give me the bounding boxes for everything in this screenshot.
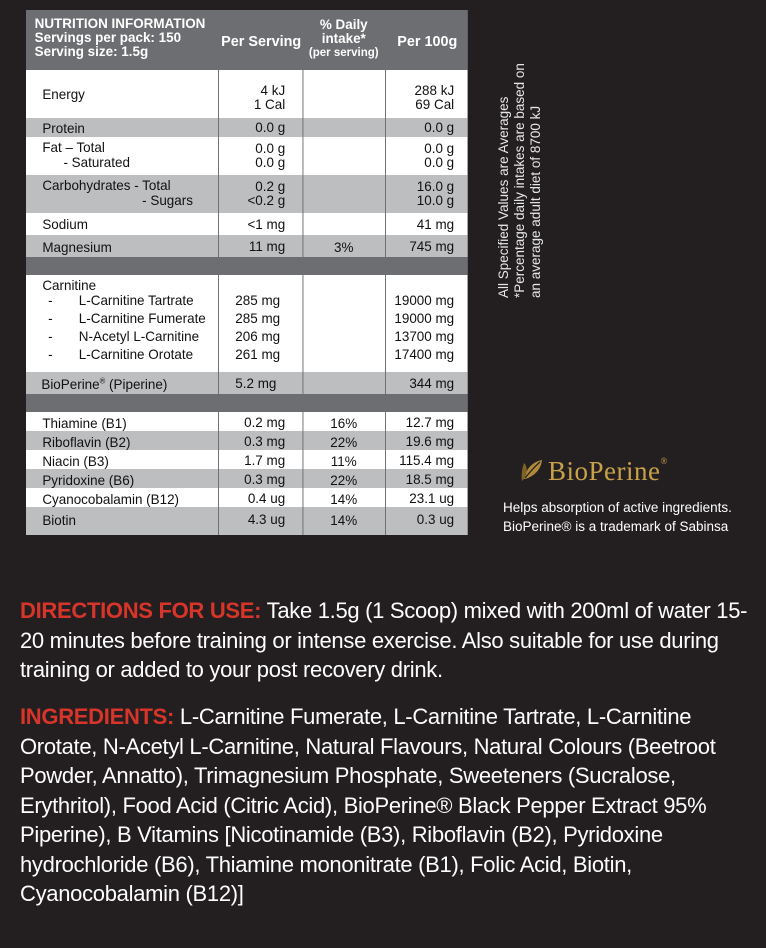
leaf-icon xyxy=(520,457,546,483)
vitamin-daily-intake: 22% xyxy=(330,472,358,488)
ingredients-section xyxy=(20,702,760,909)
row-niacin xyxy=(26,450,468,469)
carnitine-item-label: L-Carnitine Orotate xyxy=(78,346,194,362)
sodium-per-100g: 41 mg xyxy=(416,216,455,232)
carnitine-item-100g: 19000 mg xyxy=(394,310,455,326)
energy-kj-serving: 4 kJ xyxy=(260,82,286,98)
vitamin-per-100g: 23.1 ug xyxy=(409,490,455,506)
carnitine-item-label: N-Acetyl L-Carnitine xyxy=(78,328,200,344)
row-cyanocobalamin xyxy=(26,488,468,507)
vitamin-per-serving: 0.2 mg xyxy=(244,414,286,430)
carnitine-item-100g: 19000 mg xyxy=(394,292,455,308)
bioperine-description xyxy=(503,498,732,536)
row-biotin xyxy=(26,507,468,535)
carnitine-item-serving: 206 mg xyxy=(235,328,281,344)
ingredients-heading: INGREDIENTS: xyxy=(20,704,175,729)
carnitine-item-serving: 261 mg xyxy=(235,346,281,362)
magnesium-daily-intake: 3% xyxy=(334,239,354,255)
energy-per-100g xyxy=(389,83,454,111)
vitamin-daily-intake: 14% xyxy=(330,491,358,507)
sodium-label: Sodium xyxy=(42,216,88,232)
carbs-total-100g: 16.0 g xyxy=(416,178,455,194)
carnitine-title: Carnitine xyxy=(42,277,97,293)
vitamin-per-serving: 1.7 mg xyxy=(244,452,286,468)
averages-note-line3: an average adult diet of 8700 kJ xyxy=(528,105,543,298)
energy-per-serving xyxy=(220,83,285,111)
dash: - xyxy=(48,292,53,308)
energy-kj-100g: 288 kJ xyxy=(414,82,455,98)
bioperine-line1: Helps absorption of active ingredients. xyxy=(503,500,732,515)
row-bioperine xyxy=(26,372,468,394)
vitamin-label: Thiamine (B1) xyxy=(42,415,127,431)
column-divider xyxy=(385,70,386,535)
directions-heading: DIRECTIONS FOR USE: xyxy=(20,598,262,623)
bioperine-line2: BioPerine® is a trademark of Sabinsa xyxy=(503,519,729,534)
carbs-sugars-serving: <0.2 g xyxy=(247,192,286,208)
carnitine-item-1 xyxy=(42,291,205,309)
ingredients-text: L-Carnitine Fumerate, L-Carnitine Tartrate, L-Carnitine Orotate, N-Acetyl L-Carnitine, Natural Flavours, Natural Colours (Beetroot Powder, Annatto), Trimagnesium Phosphate, Sweeteners (Sucralose, Erythritol), Food Acid (Citric Acid), BioPerine® Black Pepper Extract 95% Piperine), B Vitamins [Nicotinamide (B3), Riboflavin (B2), Pyridoxine hydrochloride (B6), Thiamine mononitrate (B1), Folic Acid, Biotin, Cyanocobalamin (B12)] xyxy=(20,704,716,906)
servings-per-pack: Servings per pack: 150 xyxy=(34,29,182,45)
nutrition-table xyxy=(26,10,468,535)
carnitine-label xyxy=(42,279,205,363)
registered-mark: ® xyxy=(99,376,106,386)
table-header xyxy=(26,10,468,70)
averages-note-line1: All Specified Values are Averages xyxy=(496,96,511,298)
carnitine-item-serving: 285 mg xyxy=(235,292,281,308)
vitamin-per-100g: 0.3 ug xyxy=(416,511,455,527)
row-pyridoxine xyxy=(26,469,468,488)
row-protein xyxy=(26,118,468,137)
sodium-per-serving: <1 mg xyxy=(247,216,286,232)
fat-saturated-label: - Saturated xyxy=(63,154,130,170)
vitamin-per-100g: 19.6 mg xyxy=(405,433,455,449)
carbs-label xyxy=(42,178,193,208)
table-header-info xyxy=(35,16,206,58)
dash: - xyxy=(48,328,53,344)
table-title: NUTRITION INFORMATION xyxy=(34,15,206,31)
protein-label: Protein xyxy=(42,120,85,136)
table-divider xyxy=(26,394,468,412)
vitamin-label: Pyridoxine (B6) xyxy=(42,472,135,488)
vitamin-per-serving: 0.4 ug xyxy=(247,490,286,506)
row-carbohydrates xyxy=(26,175,468,213)
protein-per-serving: 0.0 g xyxy=(255,119,286,135)
fat-saturated-serving: 0.0 g xyxy=(255,154,286,170)
carnitine-item-4 xyxy=(42,345,205,363)
carnitine-item-label: L-Carnitine Tartrate xyxy=(78,292,194,308)
fat-per-100g xyxy=(389,141,454,169)
carbs-total-label: Carbohydrates - Total xyxy=(42,177,171,193)
daily-intake-line1: % Daily xyxy=(319,16,368,32)
bioperine-logo xyxy=(520,456,668,487)
dash: - xyxy=(48,310,53,326)
fat-saturated-100g: 0.0 g xyxy=(424,154,455,170)
registered-mark: ® xyxy=(660,456,668,466)
column-divider xyxy=(302,70,303,535)
fat-total-100g: 0.0 g xyxy=(424,140,455,156)
magnesium-label: Magnesium xyxy=(42,239,112,255)
directions-section xyxy=(20,596,760,685)
bioperine-name-rest: (Piperine) xyxy=(105,376,168,392)
row-carnitine xyxy=(26,275,468,365)
carnitine-item-100g: 17400 mg xyxy=(394,346,455,362)
vitamin-label: Niacin (B3) xyxy=(42,453,109,469)
bioperine-per-100g: 344 mg xyxy=(409,375,455,391)
averages-note xyxy=(496,8,544,298)
vitamin-daily-intake: 11% xyxy=(330,453,357,469)
col-header-per-serving: Per Serving xyxy=(221,33,302,50)
carnitine-item-100g: 13700 mg xyxy=(394,328,455,344)
energy-cal-serving: 1 Cal xyxy=(253,96,286,112)
dash: - xyxy=(48,346,53,362)
serving-size: Serving size: 1.5g xyxy=(34,43,149,59)
fat-label xyxy=(42,140,130,170)
carnitine-item-serving: 285 mg xyxy=(235,310,281,326)
vitamin-per-serving: 0.3 mg xyxy=(244,433,286,449)
daily-intake-line3: (per serving) xyxy=(308,45,379,59)
energy-label: Energy xyxy=(42,86,85,102)
vitamin-per-100g: 115.4 mg xyxy=(399,452,455,468)
carbs-total-serving: 0.2 g xyxy=(255,178,286,194)
fat-total-label: Fat – Total xyxy=(42,139,105,155)
carnitine-per-serving xyxy=(235,291,280,363)
protein-per-100g: 0.0 g xyxy=(424,119,455,135)
table-divider xyxy=(26,257,468,275)
carbs-sugars-label: - Sugars xyxy=(142,192,193,208)
row-thiamine xyxy=(26,412,468,431)
carnitine-item-label: L-Carnitine Fumerate xyxy=(78,310,206,326)
vitamin-per-100g: 12.7 mg xyxy=(405,414,455,430)
row-fat xyxy=(26,137,468,175)
fat-total-serving: 0.0 g xyxy=(255,140,286,156)
vitamin-label: Cyanocobalamin (B12) xyxy=(42,491,180,507)
energy-cal-100g: 69 Cal xyxy=(415,96,455,112)
col-header-daily-intake xyxy=(302,17,385,59)
row-energy xyxy=(26,70,468,118)
vitamin-daily-intake: 22% xyxy=(330,434,358,450)
directions-text: Take 1.5g (1 Scoop) mixed with 200ml of water 15-20 minutes before training or intense exercise. Also suitable for use during training or added to your post recovery drink. xyxy=(20,598,748,682)
daily-intake-line2: intake* xyxy=(321,30,366,46)
averages-note-line2: *Percentage daily intakes are based on xyxy=(512,63,527,298)
carnitine-item-3 xyxy=(42,327,205,345)
carbs-per-100g xyxy=(389,179,454,207)
row-riboflavin xyxy=(26,431,468,450)
column-divider xyxy=(218,70,219,535)
vitamin-per-serving: 0.3 mg xyxy=(244,471,286,487)
row-sodium xyxy=(26,213,468,235)
carnitine-per-100g xyxy=(389,291,454,363)
magnesium-per-100g: 745 mg xyxy=(409,238,455,254)
bioperine-label xyxy=(41,376,167,392)
fat-per-serving xyxy=(220,141,285,169)
vitamin-label: Riboflavin (B2) xyxy=(42,434,131,450)
vitamin-label: Biotin xyxy=(42,512,76,528)
vitamin-per-serving: 4.3 ug xyxy=(247,511,286,527)
vitamin-daily-intake: 14% xyxy=(330,512,358,528)
bioperine-logo-text: BioPerine xyxy=(548,456,661,486)
carbs-sugars-100g: 10.0 g xyxy=(416,192,455,208)
carbs-per-serving xyxy=(220,179,285,207)
row-magnesium xyxy=(26,235,468,257)
bioperine-per-serving: 5.2 mg xyxy=(235,375,277,391)
carnitine-item-2 xyxy=(42,309,205,327)
vitamin-per-100g: 18.5 mg xyxy=(405,471,455,487)
col-header-per-100g: Per 100g xyxy=(397,33,458,50)
vitamin-daily-intake: 16% xyxy=(330,415,358,431)
bioperine-name: BioPerine xyxy=(41,376,100,392)
magnesium-per-serving: 11 mg xyxy=(248,238,286,254)
